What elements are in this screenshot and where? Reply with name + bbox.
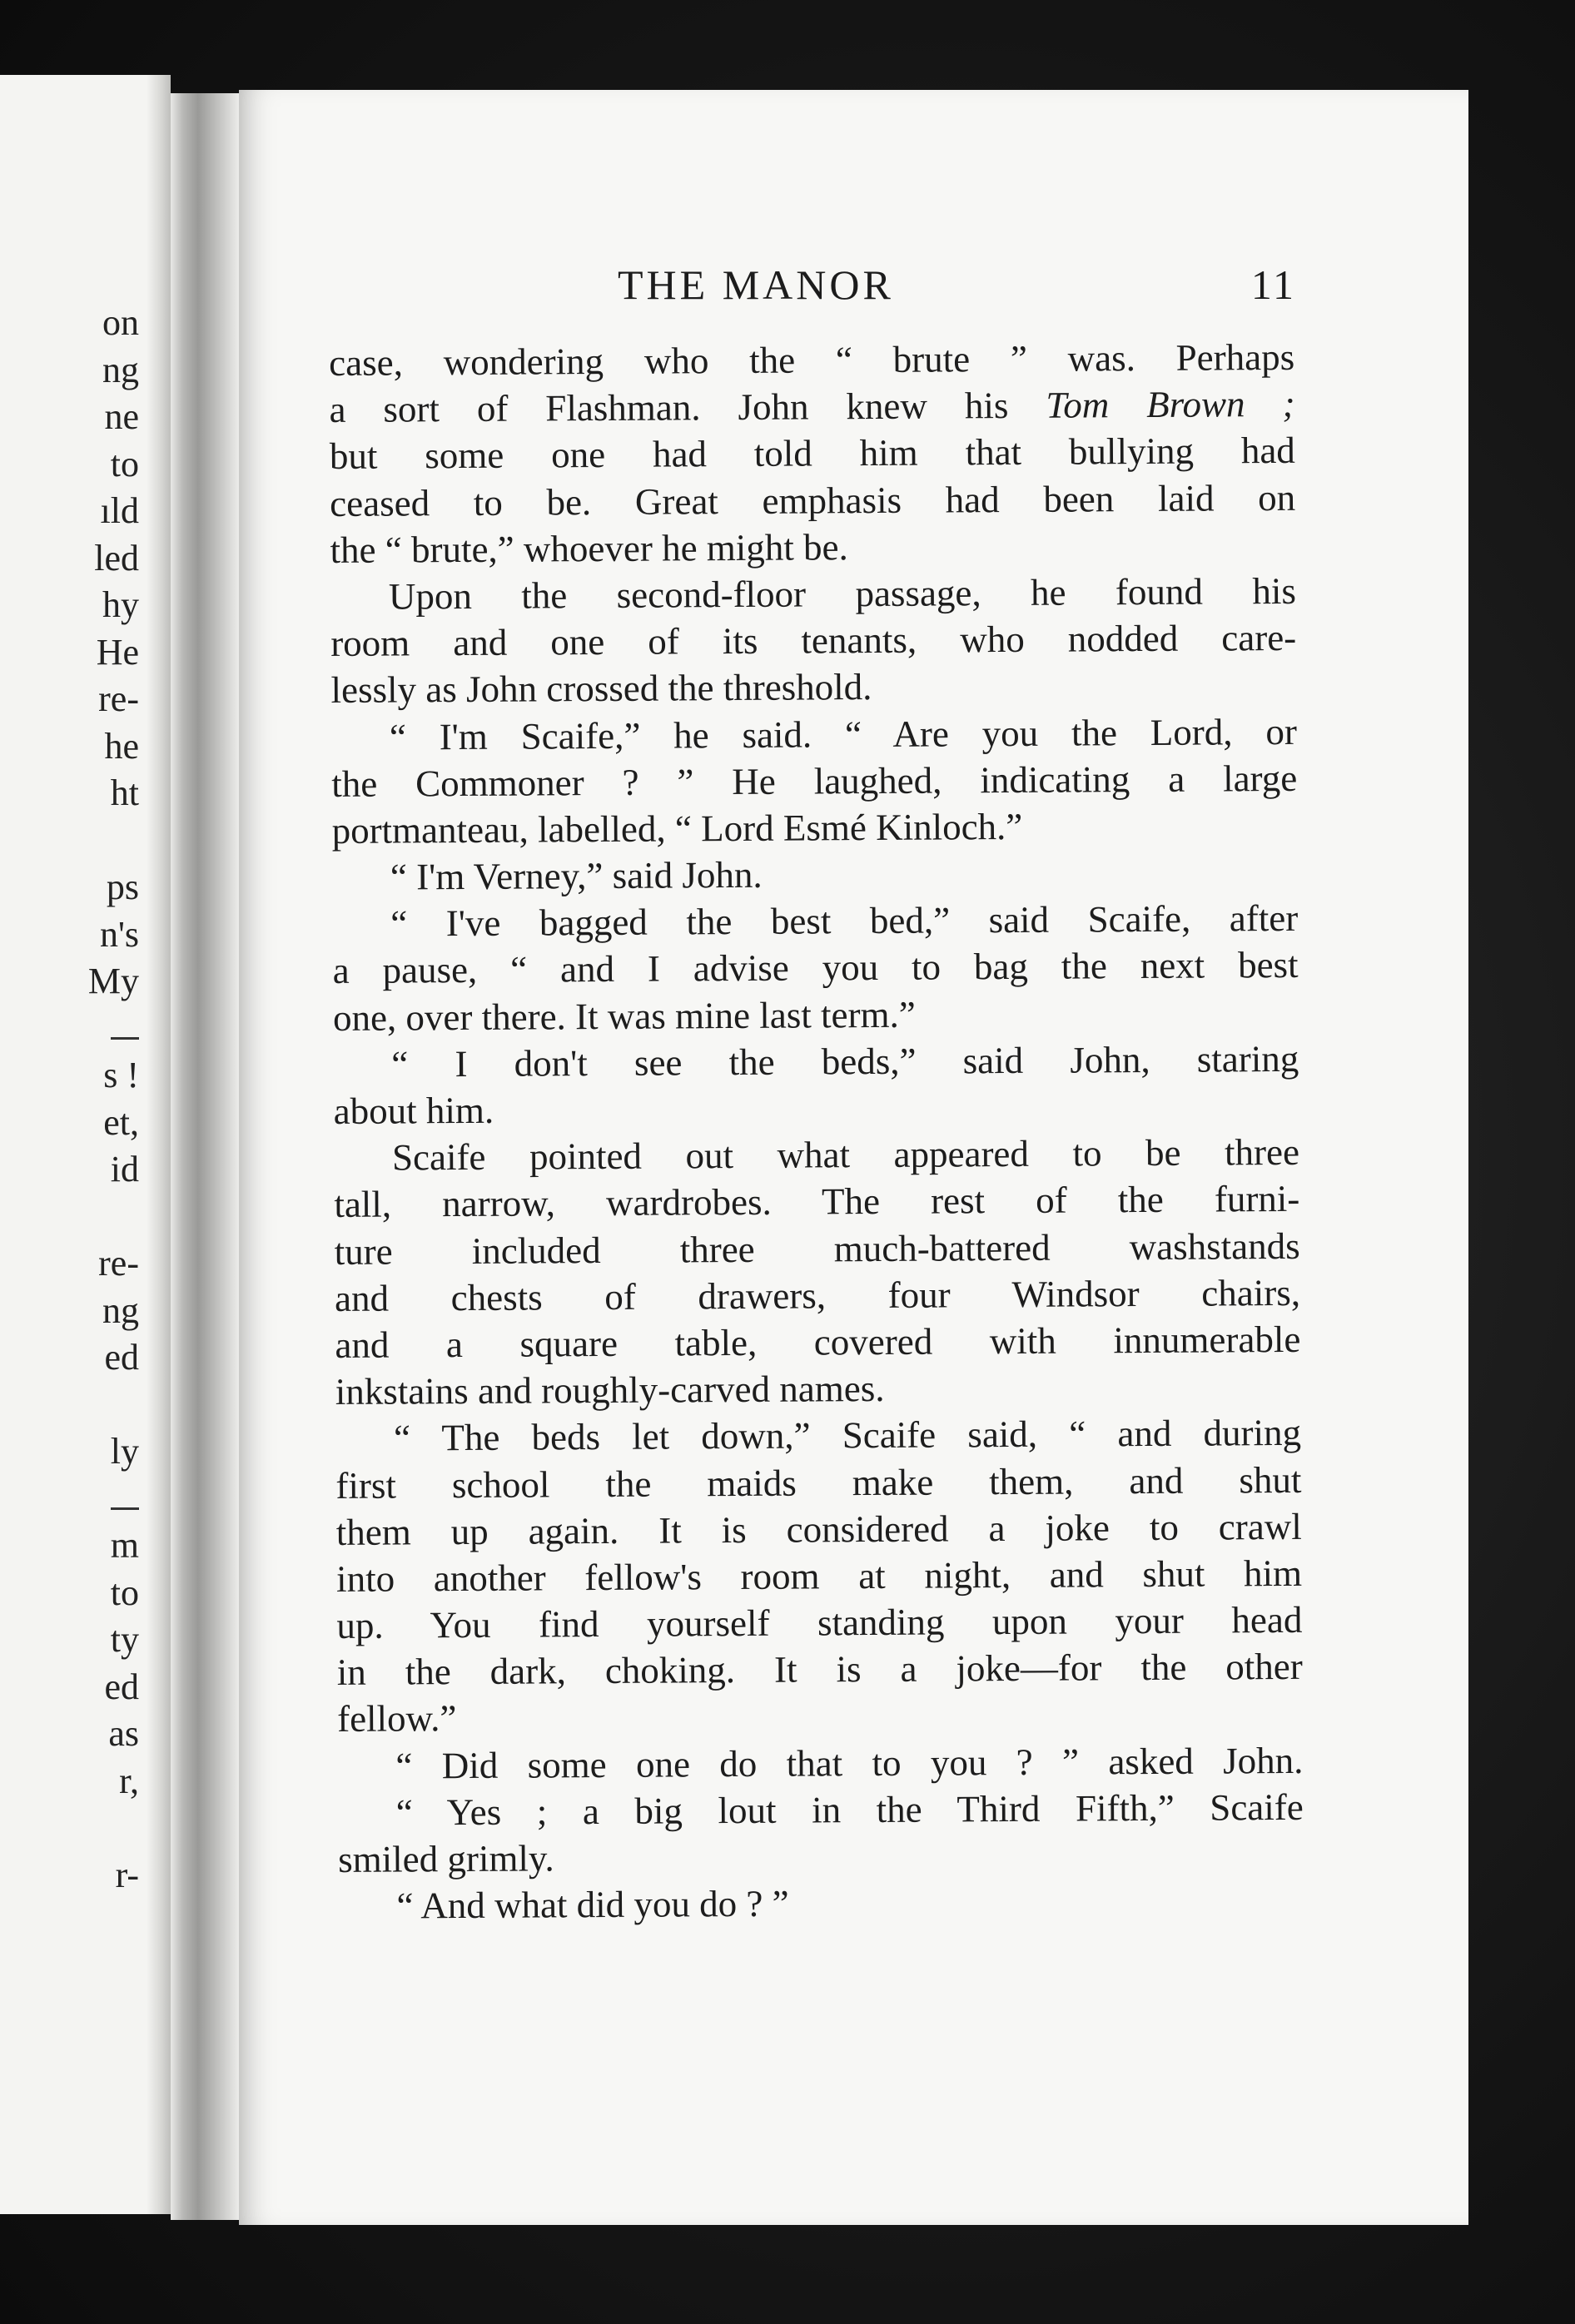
left-page-fragment: to — [110, 1572, 139, 1613]
left-page-fragment: to — [110, 443, 139, 484]
left-page-fragment: s ! — [103, 1055, 139, 1095]
text-line-run: a sort of Flashman. John knew his — [329, 384, 1046, 431]
left-page-fragment: re- — [98, 678, 139, 719]
text-line: case, wondering who the “ brute ” was. Perhaps — [329, 335, 1295, 384]
left-page-fragment: he — [104, 725, 139, 767]
text-line: room and one of its tenants, who nodded care- — [330, 617, 1297, 665]
text-line: and chests of drawers, four Windsor chairs, — [334, 1271, 1301, 1319]
text-line: smiled grimly. — [338, 1837, 554, 1880]
text-line: in the dark, choking. It is a joke—for the other — [336, 1646, 1303, 1694]
left-page-fragment: n's — [99, 913, 139, 955]
left-page-fragment: ed — [104, 1337, 139, 1378]
left-page-fragment: ht — [110, 772, 139, 813]
left-page-fragment: hy — [102, 584, 139, 625]
text-line: tall, narrow, wardrobes. The rest of the furni- — [334, 1178, 1300, 1226]
left-page-fragment: ng — [102, 1289, 139, 1331]
text-line: Scaife pointed out what appeared to be three — [391, 1131, 1300, 1179]
text-line: the “ brute,” whoever he might be. — [330, 525, 848, 571]
left-page-fragment: r, — [119, 1760, 139, 1801]
text-line: inkstains and roughly-carved names. — [335, 1368, 885, 1413]
text-line: “ I don't see the beds,” said John, staring — [391, 1037, 1299, 1085]
left-page-fragment: ng — [102, 349, 139, 390]
left-page-fragment: on — [102, 302, 139, 343]
text-line: first school the maids make them, and shut — [335, 1458, 1302, 1507]
text-line: the Commoner ? ” He laughed, indicating a large — [331, 757, 1298, 805]
text-line: “ I'm Scaife,” he said. “ Are you the Lord, or — [389, 710, 1298, 758]
text-line: “ And what did you do ? ” — [396, 1882, 789, 1927]
text-line: ceased to be. Great emphasis had been laid on — [330, 476, 1296, 524]
left-page-fragment: ps — [106, 867, 139, 907]
text-line: Upon the second-floor passage, he found his — [388, 569, 1297, 618]
text-line: about him. — [333, 1089, 494, 1132]
text-line: and a square table, covered with innumerable — [335, 1318, 1301, 1366]
left-page-fragment: m — [110, 1525, 139, 1566]
running-head — [330, 261, 1296, 327]
text-line: “ I've bagged the best bed,” said Scaife, after — [390, 897, 1299, 945]
text-line — [329, 380, 1294, 433]
left-page-fragment: ly — [110, 1431, 139, 1472]
left-page-fragment: r- — [115, 1854, 139, 1895]
italic-title: Tom Brown ; — [1046, 383, 1295, 426]
text-line: portmanteau, labelled, “ Lord Esmé Kinloch.” — [331, 805, 1023, 852]
left-page-fragment: ed — [104, 1666, 139, 1707]
text-line: “ I'm Verney,” said John. — [390, 853, 763, 898]
text-line: but some one had told him that bullying had — [329, 430, 1295, 478]
left-page-fragment: My — [87, 961, 139, 1001]
text-line: one, over there. It was mine last term.” — [332, 993, 916, 1039]
left-page-fragment: re- — [98, 1243, 139, 1284]
left-page-fragment: ty — [110, 1619, 139, 1660]
left-page-fragment: et, — [103, 1101, 139, 1143]
left-page-fragment: ıld — [100, 490, 139, 531]
left-page-fragment: id — [110, 1149, 139, 1189]
left-page-fragment: as — [108, 1713, 139, 1754]
left-page-edge-shadow — [147, 75, 171, 2214]
text-line: ture included three much-battered washstands — [334, 1224, 1300, 1273]
left-page-rule — [111, 1507, 139, 1510]
left-facing-page — [0, 75, 171, 2214]
book-gutter — [171, 93, 239, 2220]
right-page — [239, 90, 1468, 2225]
text-line: into another fellow's room at night, and shut him — [335, 1552, 1303, 1600]
left-page-fragment: ne — [104, 396, 139, 437]
text-line: “ The beds let down,” Scaife said, “ and during — [393, 1412, 1302, 1459]
text-line: “ Did some one do that to you ? ” asked John. — [395, 1739, 1304, 1787]
text-line: fellow.” — [336, 1697, 457, 1741]
left-page-rule — [111, 1037, 139, 1040]
body-text — [329, 334, 1304, 1929]
left-page-fragment: He — [96, 631, 139, 673]
text-line: lessly as John crossed the threshold. — [330, 666, 872, 712]
running-title: THE MANOR — [618, 261, 894, 308]
text-line: up. You find yourself standing upon your head — [336, 1598, 1303, 1647]
page-number: 11 — [1250, 261, 1296, 308]
text-line: a pause, “ and I advise you to bag the next best — [332, 944, 1299, 992]
left-page-fragment: led — [94, 537, 139, 579]
text-line: “ Yes ; a big lout in the Third Fifth,” Scaife — [395, 1785, 1304, 1834]
text-line: them up again. It is considered a joke to crawl — [335, 1505, 1302, 1553]
